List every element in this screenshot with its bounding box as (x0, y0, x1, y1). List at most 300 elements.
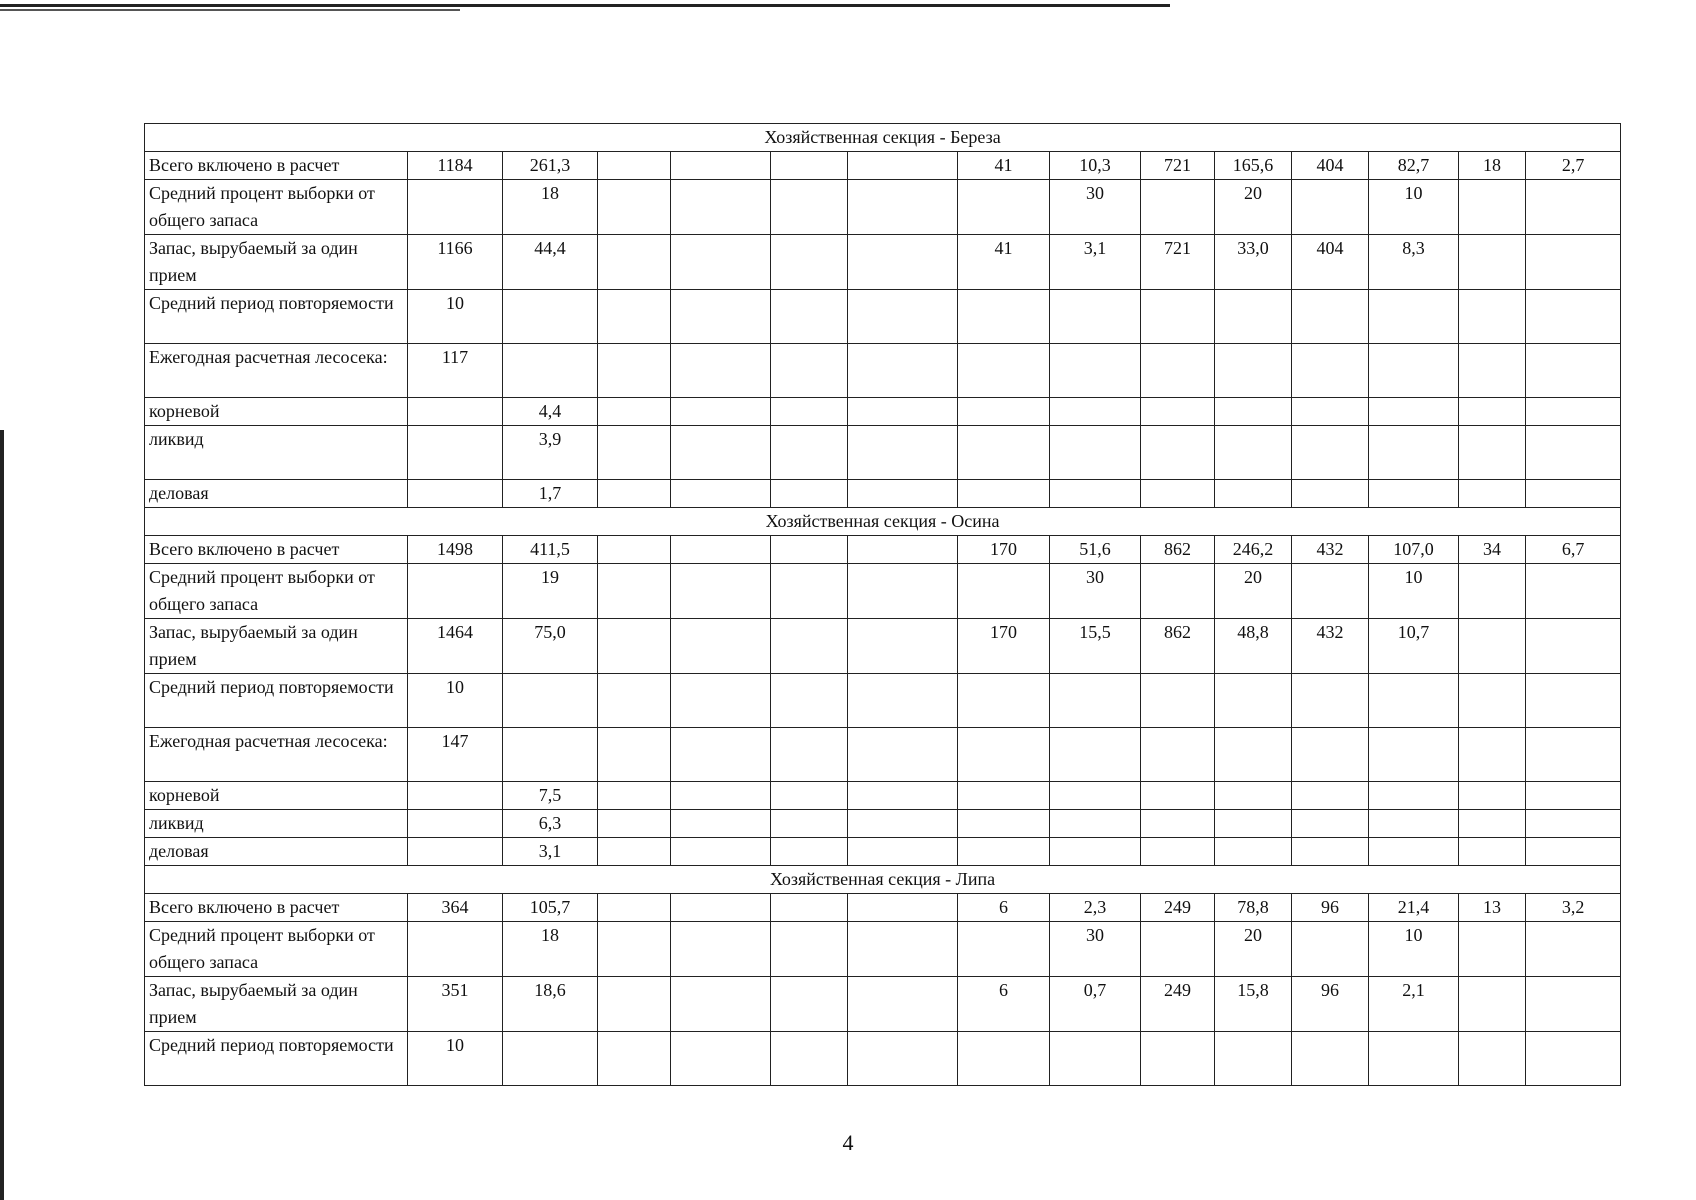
value-cell (771, 564, 848, 619)
value-cell (1050, 810, 1141, 838)
value-cell (771, 152, 848, 180)
value-cell (1141, 922, 1215, 977)
value-cell: 48,8 (1215, 619, 1292, 674)
value-cell (958, 728, 1050, 782)
value-cell (1459, 728, 1526, 782)
value-cell (408, 782, 503, 810)
value-cell (1292, 1032, 1369, 1086)
value-cell (1526, 480, 1621, 508)
value-cell (1050, 838, 1141, 866)
value-cell (1292, 426, 1369, 480)
value-cell (1369, 728, 1459, 782)
value-cell (598, 619, 671, 674)
value-cell (671, 674, 771, 728)
value-cell: 7,5 (503, 782, 598, 810)
value-cell (671, 838, 771, 866)
value-cell: 8,3 (1369, 235, 1459, 290)
value-cell (671, 480, 771, 508)
table-row (145, 344, 1621, 398)
row-label: Средний процент выборки от общего запаса (145, 180, 408, 235)
table-row (145, 536, 1621, 564)
value-cell (1141, 810, 1215, 838)
value-cell (1459, 480, 1526, 508)
value-cell (1141, 290, 1215, 344)
section-title: Хозяйственная секция - Береза (145, 124, 1621, 152)
value-cell: 351 (408, 977, 503, 1032)
scan-edge-top-2 (0, 9, 460, 11)
value-cell: 404 (1292, 152, 1369, 180)
value-cell (1369, 480, 1459, 508)
value-cell: 432 (1292, 536, 1369, 564)
value-cell (1526, 838, 1621, 866)
value-cell (1141, 344, 1215, 398)
value-cell (848, 674, 958, 728)
value-cell (958, 674, 1050, 728)
value-cell (671, 977, 771, 1032)
value-cell (848, 894, 958, 922)
section-header-row (145, 124, 1621, 152)
value-cell (771, 426, 848, 480)
value-cell (848, 1032, 958, 1086)
value-cell (671, 426, 771, 480)
section-title: Хозяйственная секция - Липа (145, 866, 1621, 894)
row-label: Средний период повторяемости (145, 1032, 408, 1086)
table-container (144, 123, 1620, 1086)
row-label: Всего включено в расчет (145, 536, 408, 564)
value-cell (771, 619, 848, 674)
value-cell: 249 (1141, 894, 1215, 922)
value-cell (1369, 290, 1459, 344)
value-cell: 10 (1369, 180, 1459, 235)
value-cell (671, 180, 771, 235)
table-body (145, 124, 1621, 1086)
value-cell (1141, 398, 1215, 426)
value-cell (1526, 1032, 1621, 1086)
value-cell (848, 922, 958, 977)
value-cell (671, 235, 771, 290)
value-cell (771, 398, 848, 426)
value-cell: 18 (503, 922, 598, 977)
value-cell (671, 619, 771, 674)
row-label: Запас, вырубаемый за один прием (145, 977, 408, 1032)
value-cell (771, 894, 848, 922)
value-cell (671, 1032, 771, 1086)
table-row (145, 180, 1621, 235)
value-cell (958, 922, 1050, 977)
value-cell (503, 344, 598, 398)
row-label: корневой (145, 782, 408, 810)
row-label: Средний период повторяемости (145, 674, 408, 728)
value-cell (848, 810, 958, 838)
row-label: Ежегодная расчетная лесосека: (145, 344, 408, 398)
value-cell (1459, 619, 1526, 674)
value-cell: 10 (408, 290, 503, 344)
value-cell (1215, 398, 1292, 426)
value-cell (1050, 426, 1141, 480)
value-cell (1215, 1032, 1292, 1086)
value-cell (848, 398, 958, 426)
value-cell (1141, 782, 1215, 810)
value-cell (1459, 180, 1526, 235)
value-cell: 30 (1050, 564, 1141, 619)
value-cell: 432 (1292, 619, 1369, 674)
value-cell: 51,6 (1050, 536, 1141, 564)
section-title: Хозяйственная секция - Осина (145, 508, 1621, 536)
value-cell (503, 674, 598, 728)
value-cell (1292, 810, 1369, 838)
value-cell (1050, 782, 1141, 810)
value-cell (598, 838, 671, 866)
value-cell: 1184 (408, 152, 503, 180)
value-cell (1292, 290, 1369, 344)
value-cell: 96 (1292, 894, 1369, 922)
value-cell (671, 564, 771, 619)
value-cell: 10 (408, 1032, 503, 1086)
value-cell (1459, 922, 1526, 977)
value-cell (771, 838, 848, 866)
value-cell (848, 838, 958, 866)
value-cell (848, 152, 958, 180)
value-cell (1526, 290, 1621, 344)
value-cell (958, 344, 1050, 398)
value-cell (671, 728, 771, 782)
value-cell (503, 1032, 598, 1086)
value-cell (771, 180, 848, 235)
value-cell: 10 (1369, 922, 1459, 977)
value-cell: 44,4 (503, 235, 598, 290)
value-cell (598, 290, 671, 344)
value-cell (958, 480, 1050, 508)
value-cell (1459, 782, 1526, 810)
value-cell (1215, 838, 1292, 866)
row-label: Средний процент выборки от общего запаса (145, 564, 408, 619)
value-cell (1526, 564, 1621, 619)
value-cell: 75,0 (503, 619, 598, 674)
table-row (145, 782, 1621, 810)
value-cell (1369, 674, 1459, 728)
value-cell (1459, 235, 1526, 290)
value-cell (958, 838, 1050, 866)
value-cell (1292, 728, 1369, 782)
value-cell: 246,2 (1215, 536, 1292, 564)
value-cell (1215, 344, 1292, 398)
value-cell (771, 728, 848, 782)
value-cell: 404 (1292, 235, 1369, 290)
value-cell: 3,1 (503, 838, 598, 866)
value-cell: 1498 (408, 536, 503, 564)
value-cell: 18 (503, 180, 598, 235)
table-row (145, 290, 1621, 344)
value-cell (1526, 782, 1621, 810)
value-cell (848, 536, 958, 564)
value-cell (671, 152, 771, 180)
value-cell (598, 977, 671, 1032)
value-cell (598, 674, 671, 728)
value-cell (848, 426, 958, 480)
value-cell (958, 564, 1050, 619)
value-cell (1459, 1032, 1526, 1086)
value-cell (408, 480, 503, 508)
section-header-row (145, 508, 1621, 536)
value-cell (671, 536, 771, 564)
value-cell (1050, 1032, 1141, 1086)
value-cell (1050, 674, 1141, 728)
value-cell (771, 480, 848, 508)
value-cell: 1166 (408, 235, 503, 290)
value-cell (848, 619, 958, 674)
table-row (145, 619, 1621, 674)
table-row (145, 426, 1621, 480)
value-cell (671, 782, 771, 810)
value-cell (771, 235, 848, 290)
value-cell: 2,3 (1050, 894, 1141, 922)
value-cell (958, 290, 1050, 344)
row-label: Средний процент выборки от общего запаса (145, 922, 408, 977)
value-cell (1369, 838, 1459, 866)
value-cell: 6,7 (1526, 536, 1621, 564)
value-cell (1050, 728, 1141, 782)
value-cell: 20 (1215, 564, 1292, 619)
row-label: ликвид (145, 810, 408, 838)
value-cell (1141, 728, 1215, 782)
value-cell (1141, 838, 1215, 866)
value-cell: 1,7 (503, 480, 598, 508)
value-cell: 41 (958, 152, 1050, 180)
value-cell (1526, 398, 1621, 426)
value-cell: 10,3 (1050, 152, 1141, 180)
row-label: Запас, вырубаемый за один прием (145, 235, 408, 290)
table-row (145, 810, 1621, 838)
table-row (145, 152, 1621, 180)
value-cell: 20 (1215, 922, 1292, 977)
value-cell (598, 344, 671, 398)
value-cell (1526, 180, 1621, 235)
value-cell: 147 (408, 728, 503, 782)
value-cell (1050, 290, 1141, 344)
value-cell (1292, 922, 1369, 977)
value-cell (1215, 728, 1292, 782)
value-cell (771, 674, 848, 728)
value-cell (958, 426, 1050, 480)
value-cell: 721 (1141, 235, 1215, 290)
value-cell (1369, 426, 1459, 480)
value-cell (771, 536, 848, 564)
row-label: ликвид (145, 426, 408, 480)
value-cell (1369, 398, 1459, 426)
value-cell: 10 (408, 674, 503, 728)
value-cell (848, 782, 958, 810)
value-cell: 165,6 (1215, 152, 1292, 180)
value-cell: 78,8 (1215, 894, 1292, 922)
scan-edge-left (0, 430, 4, 1200)
value-cell (958, 810, 1050, 838)
value-cell: 10 (1369, 564, 1459, 619)
value-cell (1526, 810, 1621, 838)
value-cell (408, 922, 503, 977)
value-cell: 19 (503, 564, 598, 619)
value-cell (671, 922, 771, 977)
value-cell: 170 (958, 619, 1050, 674)
page-number: 4 (842, 1130, 854, 1155)
value-cell (1526, 922, 1621, 977)
value-cell (1292, 782, 1369, 810)
value-cell (1369, 1032, 1459, 1086)
value-cell (598, 1032, 671, 1086)
row-label: Ежегодная расчетная лесосека: (145, 728, 408, 782)
value-cell (1292, 180, 1369, 235)
row-label: корневой (145, 398, 408, 426)
value-cell (1141, 564, 1215, 619)
value-cell (958, 398, 1050, 426)
value-cell (1141, 480, 1215, 508)
value-cell: 15,5 (1050, 619, 1141, 674)
value-cell (598, 894, 671, 922)
value-cell: 30 (1050, 180, 1141, 235)
value-cell (503, 728, 598, 782)
value-cell (848, 344, 958, 398)
value-cell (1526, 977, 1621, 1032)
value-cell (598, 810, 671, 838)
value-cell (848, 480, 958, 508)
value-cell: 1464 (408, 619, 503, 674)
value-cell (848, 235, 958, 290)
value-cell: 33,0 (1215, 235, 1292, 290)
value-cell (408, 838, 503, 866)
value-cell: 18 (1459, 152, 1526, 180)
value-cell (771, 344, 848, 398)
value-cell (1459, 398, 1526, 426)
value-cell: 721 (1141, 152, 1215, 180)
value-cell: 249 (1141, 977, 1215, 1032)
value-cell (1526, 619, 1621, 674)
section-header-row (145, 866, 1621, 894)
value-cell: 3,1 (1050, 235, 1141, 290)
value-cell (1141, 426, 1215, 480)
value-cell (1526, 674, 1621, 728)
value-cell: 6 (958, 977, 1050, 1032)
value-cell (598, 426, 671, 480)
table-row (145, 894, 1621, 922)
row-label: Всего включено в расчет (145, 152, 408, 180)
value-cell (1141, 674, 1215, 728)
value-cell (1459, 290, 1526, 344)
value-cell: 2,7 (1526, 152, 1621, 180)
value-cell (848, 180, 958, 235)
value-cell (771, 1032, 848, 1086)
value-cell (771, 810, 848, 838)
value-cell: 82,7 (1369, 152, 1459, 180)
value-cell (848, 564, 958, 619)
value-cell (1292, 480, 1369, 508)
value-cell (1215, 480, 1292, 508)
value-cell: 411,5 (503, 536, 598, 564)
value-cell (1292, 838, 1369, 866)
table-row (145, 235, 1621, 290)
value-cell (1215, 674, 1292, 728)
value-cell: 18,6 (503, 977, 598, 1032)
row-label: Средний период повторяемости (145, 290, 408, 344)
value-cell (598, 922, 671, 977)
value-cell (1459, 426, 1526, 480)
value-cell (1526, 235, 1621, 290)
value-cell (1215, 782, 1292, 810)
value-cell (771, 977, 848, 1032)
table-row (145, 977, 1621, 1032)
value-cell: 6,3 (503, 810, 598, 838)
value-cell (1526, 728, 1621, 782)
table-row (145, 728, 1621, 782)
value-cell: 261,3 (503, 152, 598, 180)
value-cell (408, 810, 503, 838)
value-cell (1459, 344, 1526, 398)
value-cell: 30 (1050, 922, 1141, 977)
value-cell (848, 728, 958, 782)
value-cell (1459, 977, 1526, 1032)
value-cell (958, 782, 1050, 810)
value-cell (408, 398, 503, 426)
value-cell (671, 398, 771, 426)
value-cell (1292, 674, 1369, 728)
value-cell: 364 (408, 894, 503, 922)
value-cell (671, 894, 771, 922)
table-row (145, 398, 1621, 426)
value-cell: 3,2 (1526, 894, 1621, 922)
value-cell: 117 (408, 344, 503, 398)
table-row (145, 564, 1621, 619)
value-cell (1141, 1032, 1215, 1086)
table-row (145, 674, 1621, 728)
value-cell (1459, 838, 1526, 866)
value-cell (1369, 344, 1459, 398)
value-cell (598, 536, 671, 564)
value-cell (1369, 782, 1459, 810)
value-cell (1369, 810, 1459, 838)
value-cell: 862 (1141, 536, 1215, 564)
table-row (145, 838, 1621, 866)
value-cell: 10,7 (1369, 619, 1459, 674)
value-cell (1215, 426, 1292, 480)
value-cell (1459, 674, 1526, 728)
value-cell: 15,8 (1215, 977, 1292, 1032)
value-cell: 107,0 (1369, 536, 1459, 564)
value-cell: 3,9 (503, 426, 598, 480)
value-cell (771, 782, 848, 810)
value-cell (771, 922, 848, 977)
value-cell: 2,1 (1369, 977, 1459, 1032)
value-cell (1215, 810, 1292, 838)
value-cell (1292, 398, 1369, 426)
value-cell (1050, 398, 1141, 426)
value-cell: 0,7 (1050, 977, 1141, 1032)
value-cell: 170 (958, 536, 1050, 564)
value-cell (408, 564, 503, 619)
value-cell (598, 180, 671, 235)
row-label: Запас, вырубаемый за один прием (145, 619, 408, 674)
value-cell (598, 782, 671, 810)
value-cell: 862 (1141, 619, 1215, 674)
table-row (145, 480, 1621, 508)
value-cell (1050, 480, 1141, 508)
value-cell (598, 235, 671, 290)
value-cell (1526, 344, 1621, 398)
value-cell (598, 398, 671, 426)
table-row (145, 922, 1621, 977)
value-cell: 96 (1292, 977, 1369, 1032)
value-cell: 34 (1459, 536, 1526, 564)
value-cell (1526, 426, 1621, 480)
value-cell (408, 180, 503, 235)
value-cell: 21,4 (1369, 894, 1459, 922)
